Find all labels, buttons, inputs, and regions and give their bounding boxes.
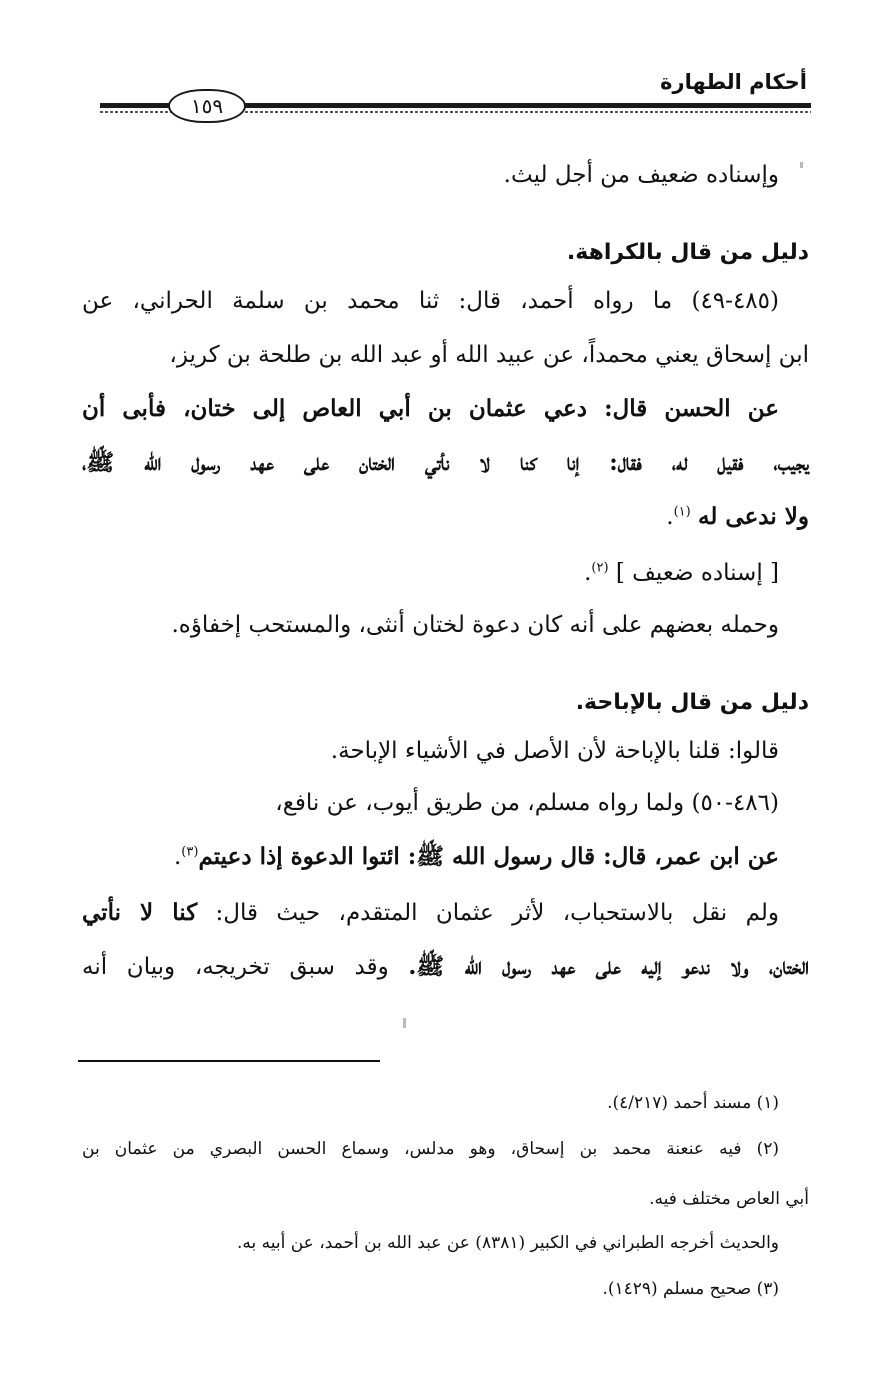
footnote-ref: (٢) — [591, 560, 609, 576]
body-line-bold — [82, 840, 809, 874]
body-text: ولم نقل بالاستحباب، لأثر عثمان المتقدم، حيث قال: — [215, 900, 779, 926]
scan-speck — [403, 1018, 406, 1028]
period: . — [666, 504, 674, 530]
footnote-separator — [78, 1060, 380, 1062]
footnote-ref: (٣) — [181, 844, 199, 860]
body-line-bold — [82, 392, 809, 426]
grading-text: [ إسناده ضعيف ] — [615, 560, 779, 586]
running-head: أحكام الطهارة — [660, 70, 807, 94]
body-line-bold — [82, 446, 809, 480]
footnote-2-cont: أبي العاص مختلف فيه. — [649, 1189, 809, 1209]
section-heading-ibaha: دليل من قال بالإباحة. — [575, 690, 809, 715]
footnote-ref: (١) — [673, 504, 691, 520]
quote-text: الختان، ولا ندعو إليه على عهد رسول الله ﷺ. — [408, 953, 809, 980]
scan-speck — [800, 162, 803, 168]
body-line: (٤٨٦-٥٠) ولما رواه مسلم، من طريق أيوب، عن نافع، — [275, 790, 779, 816]
body-text: وقد سبق تخريجه، وبيان أنه — [82, 954, 389, 980]
body-line — [82, 556, 809, 590]
body-line — [82, 950, 809, 984]
body-line — [82, 896, 809, 930]
footnote-3: (٣) صحيح مسلم (١٤٢٩). — [602, 1279, 779, 1299]
body-line: قالوا: قلنا بالإباحة لأن الأصل في الأشياء الإباحة. — [330, 738, 779, 764]
body-line: (٤٨٥-٤٩) ما رواه أحمد، قال: ثنا محمد بن سلمة الحراني، عن — [82, 288, 779, 314]
footnote-2: (٢) فيه عنعنة محمد بن إسحاق، وهو مدلس، وسماع الحسن البصري من عثمان بن — [82, 1139, 779, 1159]
footnote-2-cont: والحديث أخرجه الطبراني في الكبير (٨٣٨١) عن عبد الله بن أحمد، عن أبيه به. — [236, 1233, 779, 1253]
hadith-text: يجيب، فقيل له، فقال: إنا كنا لا نأتي الختان على عهد رسول الله ﷺ، — [82, 449, 809, 476]
hadith-text: عن الحسن قال: دعي عثمان بن أبي العاص إلى ختان، فأبى أن — [82, 395, 779, 422]
body-line: وإسناده ضعيف من أجل ليث. — [503, 162, 779, 188]
period: . — [584, 560, 592, 586]
page-number: ١٥٩ — [168, 89, 246, 123]
section-heading-karaha: دليل من قال بالكراهة. — [566, 240, 809, 265]
body-line-bold — [82, 500, 809, 534]
body-line: ابن إسحاق يعني محمداً، عن عبيد الله أو عبد الله بن طلحة بن كريز، — [169, 342, 809, 368]
hadith-text: عن ابن عمر، قال: قال رسول الله ﷺ: ائتوا الدعوة إذا دعيتم — [198, 843, 779, 870]
footnote-1: (١) مسند أحمد (٤/٢١٧). — [607, 1093, 779, 1113]
quote-text: كنا لا نأتي — [82, 899, 198, 926]
hadith-text: ولا ندعى له — [698, 503, 809, 530]
body-line: وحمله بعضهم على أنه كان دعوة لختان أنثى، والمستحب إخفاؤه. — [171, 612, 779, 638]
period: . — [173, 844, 182, 870]
